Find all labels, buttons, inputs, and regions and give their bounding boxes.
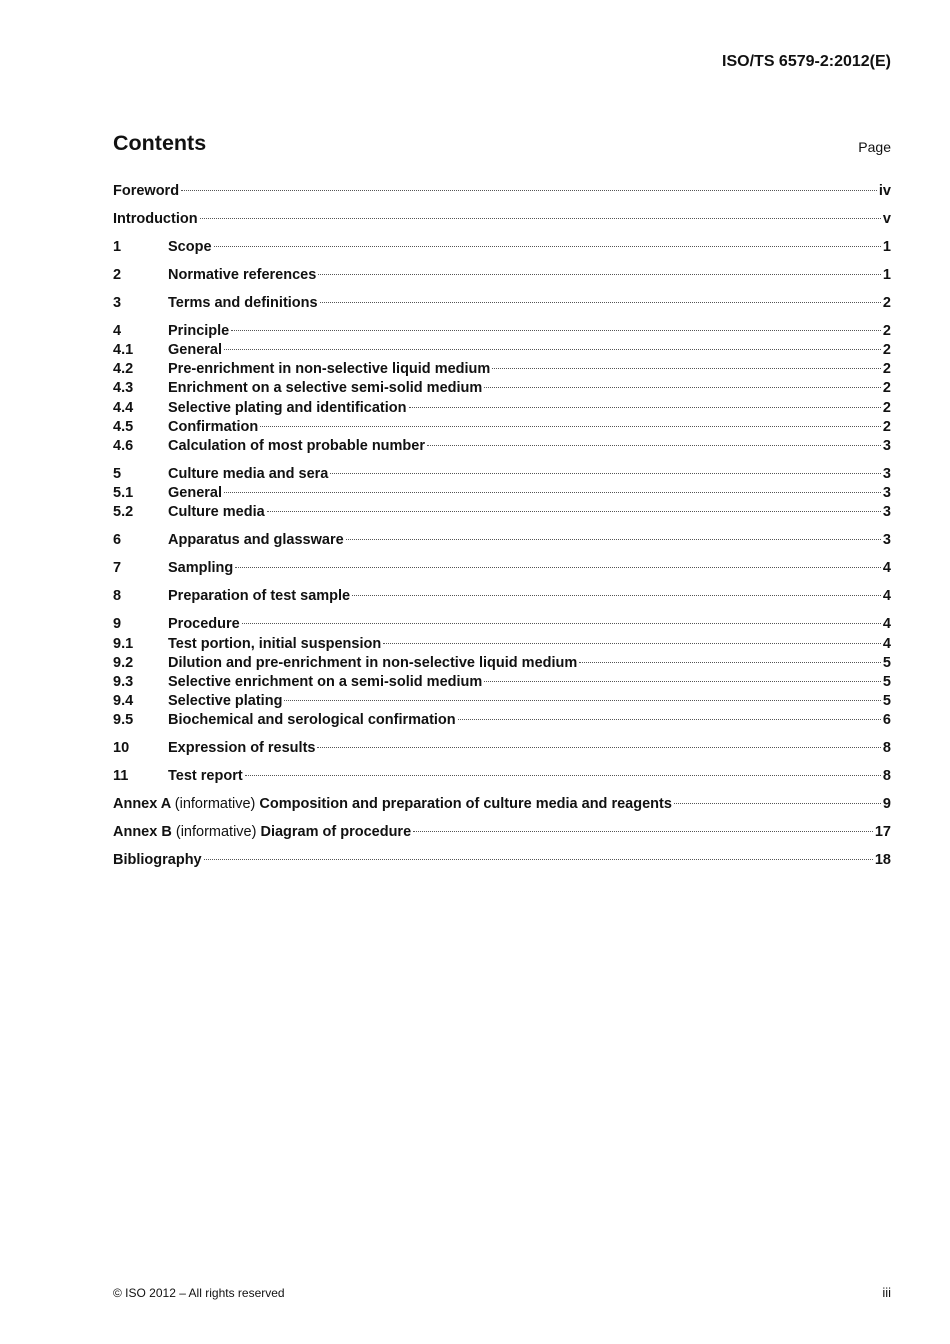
toc-entry-title[interactable] — [168, 559, 233, 578]
toc-entry-title[interactable] — [168, 711, 456, 730]
toc-title-text: Test portion, initial suspension — [168, 635, 382, 652]
toc-entry-title[interactable] — [168, 294, 318, 313]
toc-dot-leader — [484, 387, 881, 388]
toc-entry[interactable] — [113, 266, 891, 285]
toc-title-text: Introduction — [113, 210, 198, 227]
toc-section-number: 4.6 — [113, 438, 134, 455]
toc-page-number: 2 — [882, 380, 891, 397]
toc-section-number: 2 — [113, 266, 122, 283]
toc-entry[interactable] — [113, 379, 891, 398]
toc-entry-title[interactable] — [168, 692, 282, 711]
toc-entry-title[interactable] — [168, 399, 407, 418]
toc-entry-title[interactable] — [168, 238, 212, 257]
toc-section-number: 4.1 — [113, 342, 134, 359]
toc-entry-title[interactable] — [168, 360, 490, 379]
toc-title-text: Test report — [168, 768, 243, 785]
toc-section-number: 9.5 — [113, 712, 134, 729]
toc-section-number: 4.2 — [113, 361, 134, 378]
toc-title-text: Terms and definitions — [168, 294, 318, 311]
toc-page-number: v — [882, 210, 891, 227]
toc-page-number: 2 — [882, 399, 891, 416]
toc-dot-leader — [204, 859, 873, 860]
toc-entry-title[interactable] — [168, 615, 240, 634]
toc-entry[interactable] — [113, 531, 891, 550]
toc-title-text: Scope — [168, 238, 212, 255]
toc-entry[interactable] — [113, 238, 891, 257]
toc-entry-title[interactable] — [168, 322, 229, 341]
toc-page-number: 1 — [882, 238, 891, 255]
toc-entry-title[interactable] — [113, 182, 179, 201]
toc-dot-leader — [346, 539, 881, 540]
toc-section-number: 9 — [113, 616, 122, 633]
toc-dot-leader — [318, 274, 881, 275]
toc-entry[interactable] — [113, 673, 891, 692]
document-identifier: ISO/TS 6579-2:2012(E) — [722, 53, 891, 70]
toc-dot-leader — [224, 349, 881, 350]
toc-title-text: Confirmation — [168, 418, 259, 435]
toc-page-number: 4 — [882, 616, 891, 633]
toc-section-number: 9.3 — [113, 673, 134, 690]
toc-page-number: 8 — [882, 740, 891, 757]
toc-page-number: 4 — [882, 560, 891, 577]
toc-dot-leader — [492, 368, 881, 369]
toc-section-number: 4.3 — [113, 380, 134, 397]
toc-dot-leader — [320, 302, 881, 303]
toc-entry-title[interactable] — [168, 418, 258, 437]
page-column-label: Page — [858, 139, 891, 155]
toc-title-text: Sampling — [168, 560, 234, 577]
table-of-contents — [113, 182, 891, 870]
toc-dot-leader — [413, 831, 873, 832]
toc-entry[interactable] — [113, 635, 891, 654]
toc-entry-title[interactable] — [168, 437, 425, 456]
toc-page-number: 5 — [882, 693, 891, 710]
toc-entry[interactable] — [113, 739, 891, 758]
toc-page-number: 2 — [882, 294, 891, 311]
toc-entry-title[interactable] — [168, 341, 222, 360]
toc-title-text: Preparation of test sample — [168, 588, 351, 605]
toc-section-number: 5.2 — [113, 504, 134, 521]
toc-section-number: 4.4 — [113, 399, 134, 416]
toc-dot-leader — [260, 426, 881, 427]
toc-entry[interactable] — [113, 587, 891, 606]
toc-entry[interactable] — [113, 503, 891, 522]
toc-section-number: 10 — [113, 740, 130, 757]
toc-page-number: 3 — [882, 532, 891, 549]
toc-page-number: 5 — [882, 654, 891, 671]
toc-dot-leader — [200, 218, 881, 219]
toc-section-number: 9.1 — [113, 635, 134, 652]
toc-title-text: Principle — [168, 322, 230, 339]
toc-section-number: 5 — [113, 466, 122, 483]
toc-dot-leader — [674, 803, 881, 804]
toc-entry[interactable] — [113, 654, 891, 673]
toc-title-text: Dilution and pre-enrichment in non-selective liquid medium — [168, 654, 578, 671]
toc-dot-leader — [330, 473, 881, 474]
toc-page-number: 17 — [874, 824, 891, 841]
toc-dot-leader — [352, 595, 881, 596]
toc-title-text: Bibliography — [113, 852, 202, 869]
toc-entry-title[interactable] — [168, 673, 482, 692]
toc-annex-label: Annex A — [113, 796, 171, 813]
toc-annex-note: (informative) — [174, 796, 256, 813]
toc-title-text: Foreword — [113, 183, 180, 199]
toc-section-number: 3 — [113, 294, 122, 311]
toc-title-text: Procedure — [168, 616, 240, 633]
toc-page-number: 8 — [882, 768, 891, 785]
toc-entry[interactable] — [113, 437, 891, 456]
toc-entry-title[interactable] — [168, 266, 316, 285]
toc-page-number: 2 — [882, 361, 891, 378]
toc-dot-leader — [458, 719, 881, 720]
toc-title-text: Pre-enrichment in non-selective liquid medium — [168, 361, 491, 378]
toc-entry[interactable] — [113, 399, 891, 418]
toc-dot-leader — [409, 407, 881, 408]
toc-dot-leader — [317, 747, 880, 748]
toc-dot-leader — [383, 643, 881, 644]
toc-title-text: Diagram of procedure — [260, 824, 412, 841]
toc-page-number: 9 — [882, 796, 891, 813]
toc-page-number: 2 — [882, 342, 891, 359]
toc-page-number: 3 — [882, 485, 891, 502]
toc-entry-title[interactable] — [168, 531, 344, 550]
toc-entry[interactable] — [113, 210, 891, 229]
toc-section-number: 7 — [113, 560, 122, 577]
toc-section-number: 9.4 — [113, 693, 134, 710]
toc-entry[interactable] — [113, 615, 891, 634]
contents-heading: Contents — [113, 131, 207, 155]
toc-dot-leader — [579, 662, 881, 663]
toc-entry[interactable] — [113, 851, 891, 870]
toc-page-number: 18 — [874, 852, 891, 869]
toc-dot-leader — [245, 775, 881, 776]
toc-entry-title[interactable] — [168, 635, 381, 654]
toc-title-text: Selective plating — [168, 693, 283, 710]
toc-page-number: 1 — [882, 266, 891, 283]
toc-dot-leader — [231, 330, 881, 331]
toc-section-number: 5.1 — [113, 485, 134, 502]
toc-dot-leader — [267, 511, 881, 512]
toc-section-number: 8 — [113, 588, 122, 605]
copyright-notice: © ISO 2012 – All rights reserved — [113, 1286, 285, 1300]
toc-section-number: 11 — [113, 768, 129, 785]
toc-page-number: 3 — [882, 466, 891, 483]
toc-page-number: 3 — [882, 504, 891, 521]
toc-entry-title[interactable] — [168, 767, 243, 786]
toc-entry[interactable] — [113, 711, 891, 730]
toc-section-number: 4 — [113, 322, 122, 339]
toc-entry-title[interactable] — [168, 379, 482, 398]
toc-page-number: 2 — [882, 322, 891, 339]
toc-entry[interactable] — [113, 465, 891, 484]
toc-entry-title[interactable] — [113, 851, 202, 870]
toc-title-text: Normative references — [168, 266, 317, 283]
toc-page-number: 4 — [882, 588, 891, 605]
toc-title-text: Selective enrichment on a semi-solid medium — [168, 673, 483, 690]
toc-entry-title[interactable] — [113, 823, 411, 842]
toc-entry-title[interactable] — [168, 503, 265, 522]
toc-dot-leader — [224, 492, 881, 493]
toc-entry-title[interactable] — [113, 795, 672, 814]
toc-entry[interactable] — [113, 322, 891, 341]
toc-section-number: 9.2 — [113, 654, 134, 671]
toc-entry[interactable] — [113, 795, 891, 814]
toc-section-number: 4.5 — [113, 418, 134, 435]
toc-annex-label: Annex B — [113, 824, 172, 841]
toc-entry[interactable] — [113, 692, 891, 711]
toc-title-text: General — [168, 342, 222, 359]
toc-dot-leader — [427, 445, 881, 446]
toc-page-number: 2 — [882, 418, 891, 435]
toc-entry[interactable] — [113, 182, 891, 201]
toc-entry[interactable] — [113, 484, 891, 503]
toc-dot-leader — [284, 700, 880, 701]
toc-title-text: Expression of results — [168, 740, 316, 757]
toc-title-text: Culture media and sera — [168, 466, 329, 483]
toc-dot-leader — [242, 623, 881, 624]
toc-entry[interactable] — [113, 559, 891, 578]
page-number: iii — [882, 1285, 891, 1300]
toc-entry-title[interactable] — [168, 654, 577, 673]
toc-entry[interactable] — [113, 767, 891, 786]
toc-title-text: Composition and preparation of culture media and reagents — [259, 796, 672, 813]
toc-entry-title[interactable] — [168, 587, 350, 606]
toc-title-text: Enrichment on a selective semi-solid medium — [168, 380, 483, 397]
toc-page-number: 4 — [882, 635, 891, 652]
toc-dot-leader — [235, 567, 881, 568]
toc-entry[interactable] — [113, 418, 891, 437]
toc-entry[interactable] — [113, 360, 891, 379]
toc-entry-title[interactable] — [168, 484, 222, 503]
toc-entry-title[interactable] — [168, 465, 328, 484]
toc-entry-title[interactable] — [168, 739, 315, 758]
toc-entry[interactable] — [113, 341, 891, 360]
toc-section-number: 6 — [113, 532, 122, 549]
toc-entry[interactable] — [113, 294, 891, 313]
toc-section-number: 1 — [113, 238, 122, 255]
toc-page-number: 5 — [882, 673, 891, 690]
toc-dot-leader — [181, 190, 877, 191]
toc-title-text: General — [168, 485, 222, 502]
toc-dot-leader — [484, 681, 881, 682]
toc-entry-title[interactable] — [113, 210, 198, 229]
toc-title-text: Calculation of most probable number — [168, 438, 425, 455]
toc-dot-leader — [214, 246, 881, 247]
toc-title-text: Culture media — [168, 504, 265, 521]
toc-page-number: 6 — [882, 712, 891, 729]
toc-page-number: iv — [878, 183, 891, 199]
toc-title-text: Selective plating and identification — [168, 399, 407, 416]
toc-annex-note: (informative) — [175, 824, 257, 841]
toc-page-number: 3 — [882, 438, 891, 455]
toc-title-text: Apparatus and glassware — [168, 532, 344, 549]
toc-entry[interactable] — [113, 823, 891, 842]
toc-title-text: Biochemical and serological confirmation — [168, 712, 456, 729]
